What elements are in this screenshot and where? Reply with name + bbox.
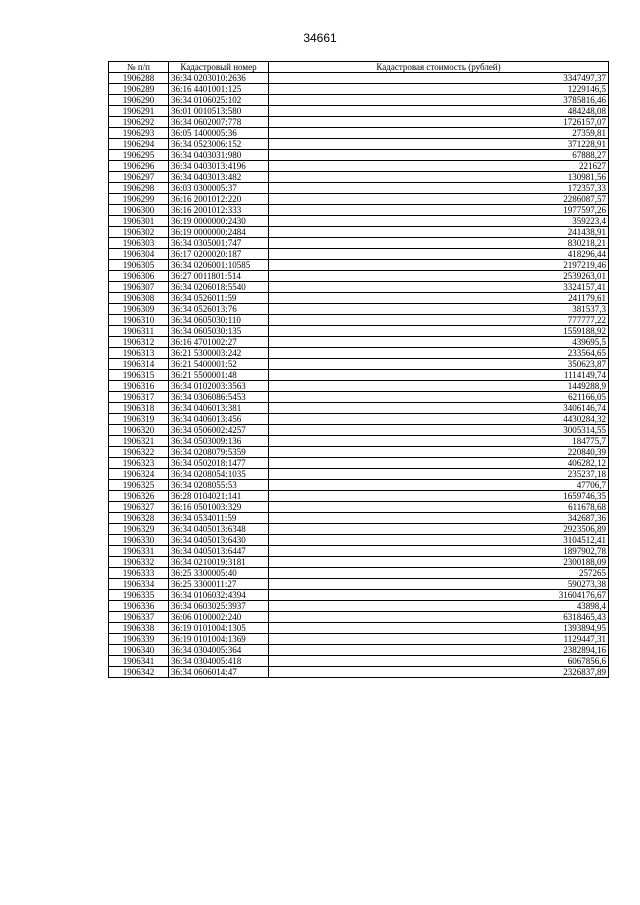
cadastral-number: 36:34 0405013:6447 <box>169 546 269 557</box>
cadastral-number: 36:21 5300003:242 <box>169 348 269 359</box>
cadastral-number: 36:16 2001012:333 <box>169 205 269 216</box>
table-header <box>109 62 609 73</box>
row-index: 1906306 <box>109 271 169 282</box>
cadastral-value: 484248,08 <box>269 106 609 117</box>
cadastral-value: 1114149,74 <box>269 370 609 381</box>
row-index: 1906295 <box>109 150 169 161</box>
cadastral-number: 36:16 2001012:220 <box>169 194 269 205</box>
table-row <box>109 293 609 304</box>
row-index: 1906313 <box>109 348 169 359</box>
table-row <box>109 392 609 403</box>
table-row <box>109 524 609 535</box>
cadastral-number: 36:34 0106032:4394 <box>169 590 269 601</box>
row-index: 1906289 <box>109 84 169 95</box>
table-row <box>109 128 609 139</box>
table-row <box>109 381 609 392</box>
table-row <box>109 370 609 381</box>
cadastral-value: 590273,38 <box>269 579 609 590</box>
cadastral-number: 36:05 1400005:36 <box>169 128 269 139</box>
table-row <box>109 535 609 546</box>
cadastral-value: 418296,44 <box>269 249 609 260</box>
cadastral-value: 381537,3 <box>269 304 609 315</box>
cadastral-number: 36:34 0206018:5540 <box>169 282 269 293</box>
cadastral-value: 257265 <box>269 568 609 579</box>
row-index: 1906321 <box>109 436 169 447</box>
row-index: 1906290 <box>109 95 169 106</box>
cadastral-number: 36:16 0501003:329 <box>169 502 269 513</box>
cadastral-number: 36:34 0605030:110 <box>169 315 269 326</box>
cadastral-value: 2300188,09 <box>269 557 609 568</box>
row-index: 1906342 <box>109 667 169 678</box>
table-row <box>109 260 609 271</box>
row-index: 1906320 <box>109 425 169 436</box>
cadastral-number: 36:34 0523006:152 <box>169 139 269 150</box>
table-row <box>109 271 609 282</box>
cadastral-value: 3347497,37 <box>269 73 609 84</box>
cadastral-number: 36:25 3300005:40 <box>169 568 269 579</box>
cadastral-number: 36:16 4401001:125 <box>169 84 269 95</box>
cadastral-value: 2326837,89 <box>269 667 609 678</box>
row-index: 1906337 <box>109 612 169 623</box>
row-index: 1906291 <box>109 106 169 117</box>
cadastral-value: 241438,91 <box>269 227 609 238</box>
row-index: 1906316 <box>109 381 169 392</box>
header-cadastral-value: Кадастровая стоимость (рублей) <box>269 62 609 73</box>
table-row <box>109 557 609 568</box>
table-row <box>109 205 609 216</box>
cadastral-value: 3104512,41 <box>269 535 609 546</box>
table-row <box>109 601 609 612</box>
cadastral-value: 27359,81 <box>269 128 609 139</box>
row-index: 1906318 <box>109 403 169 414</box>
row-index: 1906328 <box>109 513 169 524</box>
table-row <box>109 216 609 227</box>
row-index: 1906308 <box>109 293 169 304</box>
row-index: 1906340 <box>109 645 169 656</box>
cadastral-value: 2286087,57 <box>269 194 609 205</box>
row-index: 1906315 <box>109 370 169 381</box>
cadastral-number: 36:34 0405013:6430 <box>169 535 269 546</box>
row-index: 1906301 <box>109 216 169 227</box>
row-index: 1906338 <box>109 623 169 634</box>
cadastral-number: 36:21 5500001:48 <box>169 370 269 381</box>
row-index: 1906298 <box>109 183 169 194</box>
row-index: 1906310 <box>109 315 169 326</box>
row-index: 1906312 <box>109 337 169 348</box>
table-row <box>109 590 609 601</box>
row-index: 1906293 <box>109 128 169 139</box>
cadastral-value: 31604176,67 <box>269 590 609 601</box>
cadastral-value: 47706,7 <box>269 480 609 491</box>
cadastral-number: 36:34 0405013:6348 <box>169 524 269 535</box>
page-number: 34661 <box>303 31 337 45</box>
table-row <box>109 480 609 491</box>
cadastral-number: 36:34 0526013:76 <box>169 304 269 315</box>
row-index: 1906314 <box>109 359 169 370</box>
row-index: 1906330 <box>109 535 169 546</box>
cadastral-number: 36:21 5400001:52 <box>169 359 269 370</box>
table-row <box>109 117 609 128</box>
cadastral-value: 621166,05 <box>269 392 609 403</box>
table-row <box>109 546 609 557</box>
table-row <box>109 95 609 106</box>
cadastral-number: 36:34 0403031:980 <box>169 150 269 161</box>
row-index: 1906305 <box>109 260 169 271</box>
header-cadastral-number: Кадастровый номер <box>169 62 269 73</box>
cadastral-value: 2197219,46 <box>269 260 609 271</box>
cadastral-value: 130981,56 <box>269 172 609 183</box>
header-index: № п/п <box>109 62 169 73</box>
cadastral-value: 2539263,01 <box>269 271 609 282</box>
table-row <box>109 623 609 634</box>
cadastral-value: 439695,5 <box>269 337 609 348</box>
row-index: 1906309 <box>109 304 169 315</box>
cadastral-number: 36:34 0208054:1035 <box>169 469 269 480</box>
cadastral-number: 36:34 0506002:4257 <box>169 425 269 436</box>
table-row <box>109 238 609 249</box>
cadastral-number: 36:34 0606014:47 <box>169 667 269 678</box>
cadastral-number: 36:27 0011801:514 <box>169 271 269 282</box>
cadastral-value: 4430284,32 <box>269 414 609 425</box>
cadastral-number: 36:34 0106025:102 <box>169 95 269 106</box>
cadastral-number: 36:19 0101004:1305 <box>169 623 269 634</box>
cadastral-value: 6318465,43 <box>269 612 609 623</box>
row-index: 1906336 <box>109 601 169 612</box>
cadastral-number: 36:34 0502018:1477 <box>169 458 269 469</box>
cadastral-number: 36:34 0406013:456 <box>169 414 269 425</box>
row-index: 1906292 <box>109 117 169 128</box>
cadastral-value: 1559188,92 <box>269 326 609 337</box>
cadastral-value: 1977597,26 <box>269 205 609 216</box>
cadastral-value: 43898,4 <box>269 601 609 612</box>
row-index: 1906334 <box>109 579 169 590</box>
row-index: 1906324 <box>109 469 169 480</box>
cadastral-value: 1897902,78 <box>269 546 609 557</box>
table-row <box>109 227 609 238</box>
cadastral-number: 36:34 0605030:135 <box>169 326 269 337</box>
cadastral-value: 830218,21 <box>269 238 609 249</box>
cadastral-number: 36:34 0304005:418 <box>169 656 269 667</box>
row-index: 1906319 <box>109 414 169 425</box>
table-row <box>109 348 609 359</box>
row-index: 1906329 <box>109 524 169 535</box>
cadastral-number: 36:34 0534011:59 <box>169 513 269 524</box>
table-row <box>109 502 609 513</box>
cadastral-number: 36:19 0101004:1369 <box>169 634 269 645</box>
table-row <box>109 84 609 95</box>
table-row <box>109 359 609 370</box>
row-index: 1906339 <box>109 634 169 645</box>
cadastral-value: 221627 <box>269 161 609 172</box>
table-row <box>109 139 609 150</box>
row-index: 1906304 <box>109 249 169 260</box>
cadastral-number: 36:34 0304005:364 <box>169 645 269 656</box>
cadastral-number: 36:19 0000000:2430 <box>169 216 269 227</box>
row-index: 1906335 <box>109 590 169 601</box>
cadastral-value: 67888,27 <box>269 150 609 161</box>
row-index: 1906322 <box>109 447 169 458</box>
table-row <box>109 634 609 645</box>
cadastral-value: 184775,7 <box>269 436 609 447</box>
row-index: 1906294 <box>109 139 169 150</box>
table-row <box>109 568 609 579</box>
header-row <box>109 62 609 73</box>
table-body <box>109 73 609 678</box>
table-row <box>109 150 609 161</box>
cadastral-number: 36:34 0526011:59 <box>169 293 269 304</box>
table-row <box>109 425 609 436</box>
table-row <box>109 315 609 326</box>
cadastral-number: 36:34 0203010:2636 <box>169 73 269 84</box>
table-row <box>109 469 609 480</box>
row-index: 1906307 <box>109 282 169 293</box>
table-row <box>109 491 609 502</box>
cadastral-value: 235237,18 <box>269 469 609 480</box>
table-row <box>109 414 609 425</box>
cadastral-number: 36:34 0406013:381 <box>169 403 269 414</box>
cadastral-number: 36:34 0305001:747 <box>169 238 269 249</box>
row-index: 1906297 <box>109 172 169 183</box>
table-row <box>109 172 609 183</box>
cadastral-value: 220840,39 <box>269 447 609 458</box>
cadastral-value: 350623,87 <box>269 359 609 370</box>
table-row <box>109 513 609 524</box>
cadastral-value: 777777,22 <box>269 315 609 326</box>
cadastral-number: 36:34 0403013:4196 <box>169 161 269 172</box>
table-row <box>109 579 609 590</box>
table-row <box>109 656 609 667</box>
table-row <box>109 667 609 678</box>
table-row <box>109 612 609 623</box>
cadastral-number: 36:01 0010513:580 <box>169 106 269 117</box>
cadastral-number: 36:34 0210019:3181 <box>169 557 269 568</box>
cadastral-number: 36:34 0208055:53 <box>169 480 269 491</box>
row-index: 1906296 <box>109 161 169 172</box>
row-index: 1906317 <box>109 392 169 403</box>
row-index: 1906303 <box>109 238 169 249</box>
table-row <box>109 194 609 205</box>
table-row <box>109 106 609 117</box>
row-index: 1906299 <box>109 194 169 205</box>
cadastral-value: 611678,68 <box>269 502 609 513</box>
table-row <box>109 436 609 447</box>
row-index: 1906325 <box>109 480 169 491</box>
row-index: 1906302 <box>109 227 169 238</box>
cadastral-number: 36:06 0100002:240 <box>169 612 269 623</box>
cadastral-value: 6067856,6 <box>269 656 609 667</box>
table-row <box>109 326 609 337</box>
cadastral-number: 36:34 0403013:482 <box>169 172 269 183</box>
table-row <box>109 183 609 194</box>
cadastral-value: 1726157,07 <box>269 117 609 128</box>
cadastral-number: 36:34 0503009:136 <box>169 436 269 447</box>
row-index: 1906332 <box>109 557 169 568</box>
row-index: 1906323 <box>109 458 169 469</box>
cadastral-value: 1659746,35 <box>269 491 609 502</box>
cadastral-value: 2923506,89 <box>269 524 609 535</box>
cadastral-value: 371228,91 <box>269 139 609 150</box>
cadastral-value: 3785816,46 <box>269 95 609 106</box>
cadastral-value: 359223,4 <box>269 216 609 227</box>
row-index: 1906300 <box>109 205 169 216</box>
cadastral-value-table <box>108 61 609 678</box>
cadastral-number: 36:34 0306086:5453 <box>169 392 269 403</box>
cadastral-value: 3005314,55 <box>269 425 609 436</box>
cadastral-number: 36:16 4701002:27 <box>169 337 269 348</box>
table-row <box>109 337 609 348</box>
row-index: 1906311 <box>109 326 169 337</box>
cadastral-value: 233564,65 <box>269 348 609 359</box>
cadastral-number: 36:17 0200020:187 <box>169 249 269 260</box>
table-row <box>109 304 609 315</box>
cadastral-number: 36:34 0602007:778 <box>169 117 269 128</box>
cadastral-number: 36:03 0300005:37 <box>169 183 269 194</box>
row-index: 1906341 <box>109 656 169 667</box>
cadastral-number: 36:34 0206001:10585 <box>169 260 269 271</box>
cadastral-value: 342687,36 <box>269 513 609 524</box>
row-index: 1906333 <box>109 568 169 579</box>
table-row <box>109 447 609 458</box>
table-row <box>109 645 609 656</box>
cadastral-number: 36:34 0102003:3563 <box>169 381 269 392</box>
row-index: 1906326 <box>109 491 169 502</box>
cadastral-value: 1229146,5 <box>269 84 609 95</box>
cadastral-value: 241179,61 <box>269 293 609 304</box>
table-row <box>109 161 609 172</box>
table-row <box>109 73 609 84</box>
cadastral-number: 36:34 0208079:5359 <box>169 447 269 458</box>
row-index: 1906288 <box>109 73 169 84</box>
cadastral-number: 36:19 0000000:2484 <box>169 227 269 238</box>
cadastral-value: 406282,12 <box>269 458 609 469</box>
cadastral-number: 36:28 0104021:141 <box>169 491 269 502</box>
cadastral-value: 1393894,95 <box>269 623 609 634</box>
row-index: 1906331 <box>109 546 169 557</box>
cadastral-value: 1449288,9 <box>269 381 609 392</box>
cadastral-value: 2382894,16 <box>269 645 609 656</box>
row-index: 1906327 <box>109 502 169 513</box>
cadastral-value: 172357,33 <box>269 183 609 194</box>
table-row <box>109 249 609 260</box>
cadastral-number: 36:25 3300011:27 <box>169 579 269 590</box>
table-row <box>109 282 609 293</box>
cadastral-value: 1129447,31 <box>269 634 609 645</box>
table-row <box>109 458 609 469</box>
table-row <box>109 403 609 414</box>
cadastral-number: 36:34 0603025:3937 <box>169 601 269 612</box>
cadastral-value: 3406146,74 <box>269 403 609 414</box>
cadastral-value: 3324157,41 <box>269 282 609 293</box>
